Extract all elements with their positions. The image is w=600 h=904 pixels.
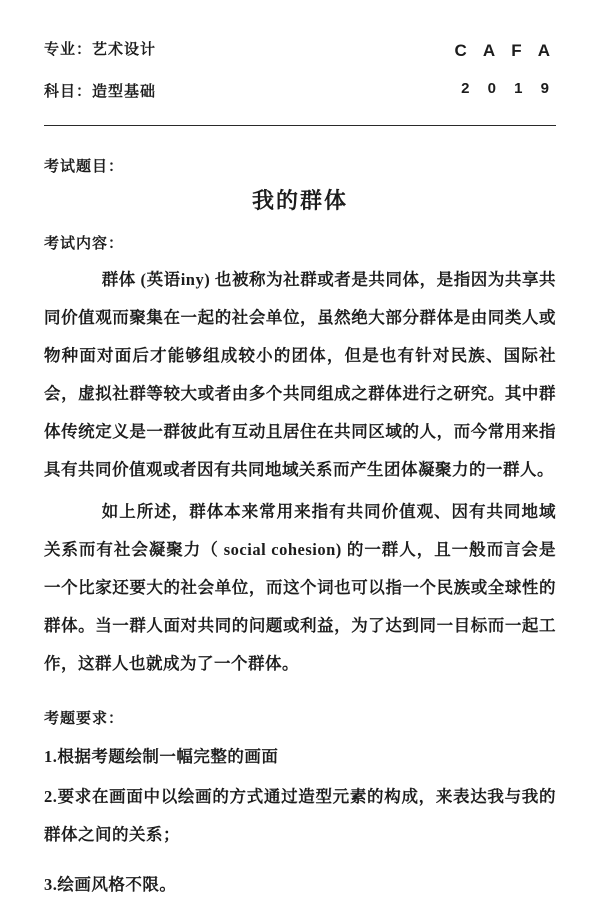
header-right-block	[455, 42, 557, 96]
subject-label: 科目：造型基础	[44, 83, 157, 100]
page-header	[44, 42, 556, 99]
exam-year: 2 0 1 9	[461, 80, 556, 97]
requirement-item: 2.要求在画面中以绘画的方式通过造型元素的构成，来表达我与我的群体之间的关系；	[44, 787, 556, 844]
exam-title: 我的群体	[251, 188, 348, 213]
requirement-item: 1.根据考题绘制一幅完整的画面	[44, 747, 279, 766]
exam-topic-label: 考试题目：	[44, 158, 125, 175]
content-paragraph: 群体 (英语iny) 也被称为社群或者是共同体，是指因为共享共同价值观而聚集在一起的社会单位，虽然绝大部分群体是由同类人或物种面对面后才能够组成较小的团体，但是也有针对民族、国际社会，虚拟社群等较大或者由多个共同组成之群体进行之研究。其中群体传统定义是一群彼此有互动且居住在共同区域的人，而今常用来指具有共同价值观或者因有共同地域关系而产生团体凝聚力的一群人。	[44, 270, 556, 479]
exam-content-label: 考试内容：	[44, 235, 125, 252]
major-label: 专业：艺术设计	[44, 41, 157, 58]
requirement-item: 3.绘画风格不限。	[44, 875, 177, 894]
requirements-label: 考题要求：	[44, 710, 125, 727]
content-paragraph: 如上所述，群体本来常用来指有共同价值观、因有共同地域关系而有社会凝聚力（ social cohesion) 的一群人，且一般而言会是一个比家还要大的社会单位，而这个词也可以指一个民族或全球性的群体。当一群人面对共同的问题或利益，为了达到同一目标而一起工作，这群人也就成为了一个群体。	[44, 502, 556, 673]
header-divider	[44, 125, 556, 126]
header-left-block	[44, 42, 156, 99]
school-name: C A F A	[454, 41, 556, 60]
